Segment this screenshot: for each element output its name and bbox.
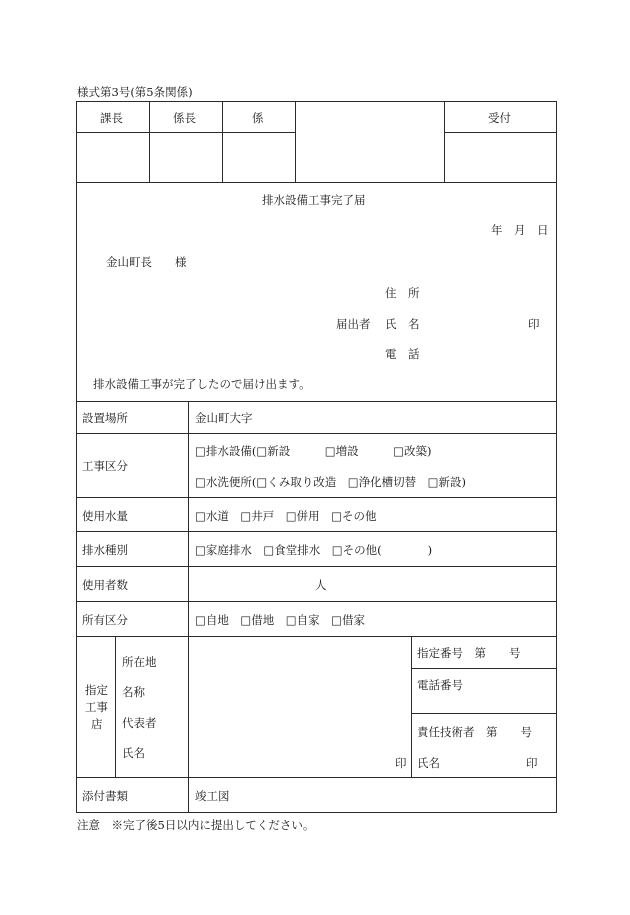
header-kakaricho: 係長 [173,111,196,125]
contractor-right-line-2 [411,713,557,714]
water-label: 使用水量 [82,509,128,523]
applicant-label: 届出者 [336,317,371,331]
ownership-value: □自地 □借地 □自家 □借家 [195,613,365,627]
header-col-1 [149,101,150,183]
border-right [556,101,557,813]
date-line: 年 月 日 [491,223,549,237]
statement: 排水設備工事が完了したので届け出ます。 [93,377,311,391]
drain-label: 排水種別 [82,543,128,557]
applicant-seal: 印 [528,317,540,331]
attachments-value: 竣工図 [195,789,230,803]
water-value: □水道 □井戸 □併用 □その他 [195,509,377,523]
contractor-seal: 印 [395,756,407,770]
row-line-2 [76,433,557,434]
addressee: 金山町長 様 [106,255,187,269]
header-divider-right [444,132,557,133]
row-line-1 [76,401,557,402]
contractor-right-line-1 [411,668,557,669]
engineer-seal: 印 [526,756,538,770]
drain-value: □家庭排水 □食堂排水 □その他( ) [195,543,433,557]
applicant-phone-label: 電 話 [385,347,420,361]
header-col-4 [444,101,445,183]
row-line-8 [76,777,557,778]
applicant-name-label: 氏 名 [385,317,420,331]
row-line-3 [76,497,557,498]
header-kakari: 係 [252,111,264,125]
attachments-label: 添付書類 [82,789,128,803]
engineer-number: 責任技術者 第 号 [417,725,532,739]
contractor-rep-label: 代表者 [122,716,157,730]
header-divider-left [76,132,296,133]
label-column-divider [188,401,189,813]
form-number: 様式第3号(第5条関係) [77,85,193,99]
row-line-5 [76,566,557,567]
header-kacho: 課長 [100,111,123,125]
ownership-label: 所有区分 [82,613,128,627]
contractor-label-2: 工事 [85,700,108,714]
contractor-right-divider [411,636,412,778]
border-bottom [76,812,557,813]
contractor-address-label: 所在地 [122,655,157,669]
work-type-label: 工事区分 [82,459,128,473]
users-label: 使用者数 [82,578,128,592]
location-value: 金山町大字 [195,411,253,425]
contractor-label-3: 店 [91,717,103,731]
note: 注意 ※完了後5日以内に提出してください。 [77,818,315,832]
location-label: 設置場所 [82,411,128,425]
row-line-4 [76,531,557,532]
engineer-name-label: 氏名 [417,756,440,770]
header-col-3 [295,101,296,183]
designation-number: 指定番号 第 号 [417,646,521,660]
document-title: 排水設備工事完了届 [262,193,366,207]
contractor-label-1: 指定 [85,683,108,697]
contractor-label-divider [115,636,116,778]
work-type-line-2: □水洗便所(□くみ取り改造 □浄化槽切替 □新設) [195,475,466,489]
applicant-address-label: 住 所 [385,286,420,300]
users-unit: 人 [315,578,327,592]
contractor-name-label: 名称 [122,685,145,699]
contractor-phone-label: 電話番号 [417,678,463,692]
border-left [76,101,77,813]
contractor-rep-name-label: 氏名 [122,746,145,760]
header-col-2 [222,101,223,183]
row-line-6 [76,601,557,602]
work-type-line-1: □排水設備(□新設 □増設 □改築) [195,444,432,458]
header-uketsuke: 受付 [488,111,511,125]
row-line-7 [76,636,557,637]
